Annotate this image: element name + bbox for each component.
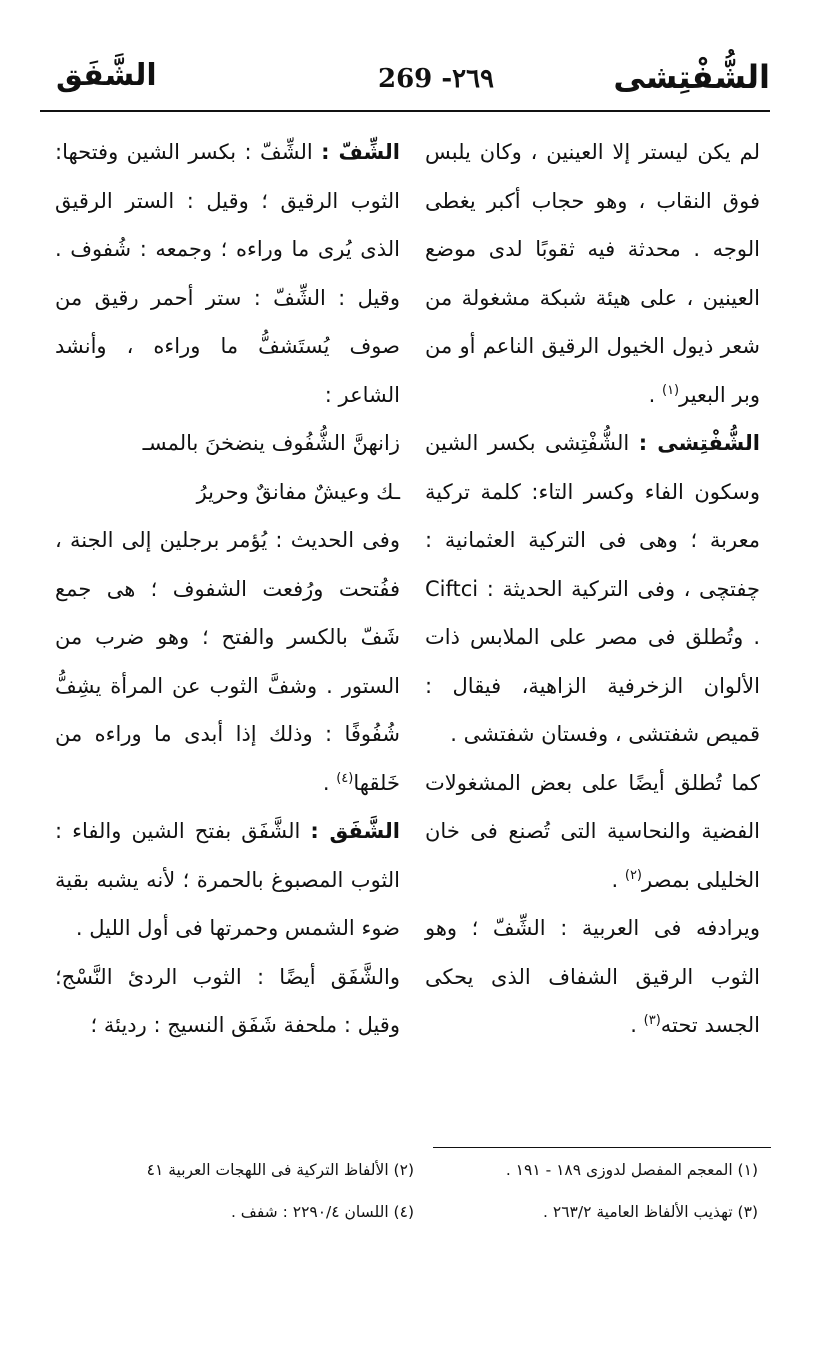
paragraph: لم يكن ليستر إلا العينين ، وكان يلبس فوق النقاب ، وهو حجاب أكبر يغطى الوجه . محدثة فيه ثقوبًا لدى موضع العينين ، على هيئة شبكة مشغولة من شعر ذيول الخيول الرقيق الناعم أو من وبر البعير$^{(١)}$ . xyxy=(425,140,760,407)
page-header xyxy=(40,52,770,112)
footnote-ref: (٣) xyxy=(643,1013,661,1028)
right-column xyxy=(425,128,760,1050)
footnote-1: (١) المعجم المفصل لدوزى ١٨٩ - ١٩١ . xyxy=(505,1161,758,1179)
footnote-rule xyxy=(433,1147,771,1148)
header-entry-right: الشُّفْتِشى xyxy=(613,58,770,96)
left-column xyxy=(55,128,400,1050)
header-entry-left: الشَّفَق xyxy=(56,58,157,93)
paragraph: والشَّفَق أيضًا : الثوب الردئ النَّسْج؛ وقيل : ملحفة شَفَق النسيج : رديئة ؛ xyxy=(55,964,400,1037)
footnote-2: (٢) الألفاظ التركية فى اللهجات العربية ٤١ xyxy=(146,1161,414,1179)
entry-shuftishi: الشُّفْتِشى : الشُّفْتِشى بكسر الشين وسكون الفاء وكسر التاء: كلمة تركية معربة ؛ وهى فى التركية العثمانية : چفتچى ، وفى التركية الحديثة : Ciftci . وتُطلق فى مصر على الملابس ذات الألوان الزخرفية الزاهية، فيقال : قميص شفتشى ، وفستان شفتشى . xyxy=(425,431,760,746)
entry-headword: الشِّفّ : xyxy=(321,140,400,164)
footnote-4: (٤) اللسان ٢٢٩٠/٤ : شفف . xyxy=(230,1203,414,1221)
entry-shafaq: الشَّفَق : الشَّفَق بفتح الشين والفاء : الثوب المصبوغ بالحمرة ؛ لأنه يشبه بقية ضوء الشمس وحمرتها فى أول الليل . xyxy=(55,819,400,940)
paragraph: وفى الحديث : يُؤمر برجلين إلى الجنة ، ففُتحت ورُفعت الشفوف ؛ هى جمع شَفّ بالكسر والفتح ؛ وهو ضرب من الستور . وشفَّ الثوب عن المرأة يشِفُّ شُفُوفًا : وذلك إذا أبدى ما وراءه من خَلقها$^{(٤)}$ . xyxy=(55,528,400,795)
header-rule xyxy=(40,110,770,112)
footnote-ref: (٢) xyxy=(624,867,642,883)
entry-headword: الشُّفْتِشى : xyxy=(638,431,760,455)
verse-line: ـك وعيشٌ مفانقٌ وحريرُ xyxy=(196,479,400,504)
page-number: 269 -٢٦٩ xyxy=(378,64,495,94)
paragraph: كما تُطلق أيضًا على بعض المشغولات الفضية والنحاسية التى تُصنع فى خان الخليلى بمصر$^{(٢)}$ . xyxy=(425,770,760,892)
footnote-3: (٣) تهذيب الألفاظ العامية ٢٦٣/٢ . xyxy=(543,1203,758,1221)
entry-shiff: الشِّفّ : الشِّفّ : بكسر الشين وفتحها: الثوب الرقيق ؛ وقيل : الستر الرقيق الذى يُرى ما وراءه ؛ وجمعه : شُفوف . وقيل : الشِّفّ : ستر أحمر رقيق من صوف يُستَشفُّ ما وراءه ، وأنشد الشاعر : xyxy=(55,140,400,407)
verse-line: زانهنَّ الشُّفُوف ينضخنَ بالمسـ xyxy=(142,431,400,455)
footnote-ref: (١) xyxy=(661,382,680,398)
entry-headword: الشَّفَق : xyxy=(310,819,400,843)
footnote-ref: (٤) xyxy=(336,770,354,786)
paragraph: ويرادفه فى العربية : الشِّفّ ؛ وهو الثوب الرقيق الشفاف الذى يحكى الجسد تحته$^{(٣)}$ . xyxy=(425,916,760,1037)
